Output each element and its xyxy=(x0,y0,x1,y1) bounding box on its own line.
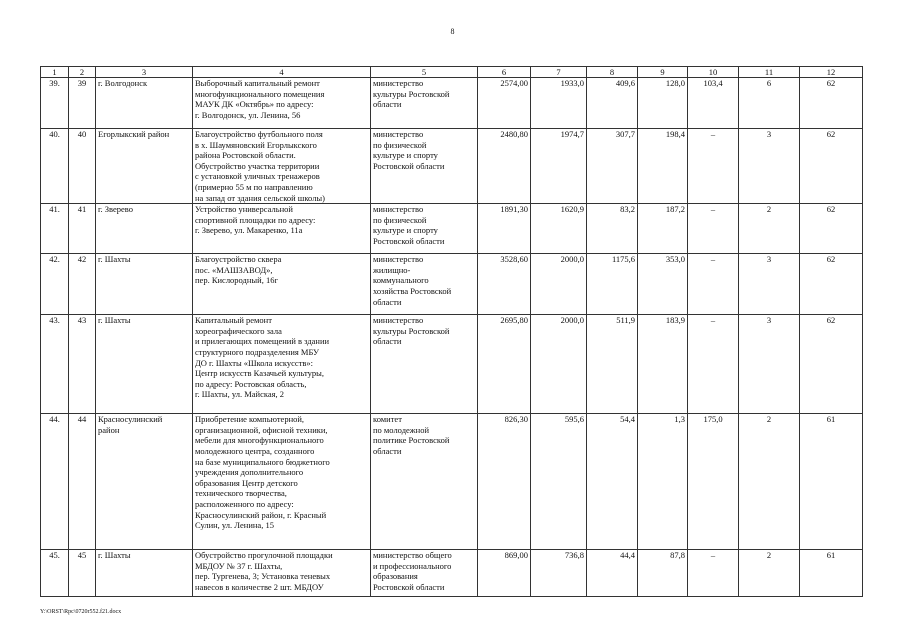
cell-col-5: министерство по физической культуре и спорту Ростовской области xyxy=(371,129,478,204)
cell-col-8: 409,6 xyxy=(587,78,638,129)
cell-col-4: Устройство универсальной спортивной площадки по адресу: г. Зверево, ул. Макаренко, 11а xyxy=(193,204,371,254)
cell-col-5: комитет по молодежной политике Ростовской области xyxy=(371,414,478,550)
cell-col-8: 44,4 xyxy=(587,550,638,597)
cell-col-5: министерство культуры Ростовской области xyxy=(371,315,478,414)
cell-col-4: Благоустройство сквера пос. «МАШЗАВОД», пер. Кислородный, 16г xyxy=(193,254,371,315)
cell-col-5: министерство общего и профессионального образования Ростовской области xyxy=(371,550,478,597)
cell-col-1: 40. xyxy=(41,129,69,204)
cell-col-9: 353,0 xyxy=(638,254,688,315)
header-row xyxy=(41,67,863,78)
cell-col-7: 595,6 xyxy=(531,414,587,550)
cell-col-1: 39. xyxy=(41,78,69,129)
cell-col-1: 44. xyxy=(41,414,69,550)
column-header-4: 4 xyxy=(193,67,371,78)
cell-col-2: 42 xyxy=(69,254,96,315)
table-row xyxy=(41,315,863,414)
table-row xyxy=(41,78,863,129)
cell-col-7: 1974,7 xyxy=(531,129,587,204)
cell-col-2: 41 xyxy=(69,204,96,254)
column-header-1: 1 xyxy=(41,67,69,78)
cell-col-5: министерство по физической культуре и спорту Ростовской области xyxy=(371,204,478,254)
cell-col-7: 2000,0 xyxy=(531,315,587,414)
cell-col-4: Приобретение компьютерной, организационной, офисной техники, мебели для многофункционального молодежного центра, созданного на базе муниципального бюджетного учреждения дополнительного образования Центр детского технического творчества, расположенного по адресу: Красносулинский район, г. Красный Сулин, ул. Ленина, 15 xyxy=(193,414,371,550)
column-header-12: 12 xyxy=(800,67,863,78)
cell-col-12: 62 xyxy=(800,315,863,414)
page-number: 8 xyxy=(450,27,455,36)
cell-col-8: 511,9 xyxy=(587,315,638,414)
cell-col-12: 62 xyxy=(800,254,863,315)
cell-col-5: министерство культуры Ростовской области xyxy=(371,78,478,129)
cell-col-4: Благоустройство футбольного поля в х. Шаумяновский Егорлыкского района Ростовской области. Обустройство участка территории с установкой уличных тренажеров (примерно 55 м по направлению на запад от здания сельской школы) xyxy=(193,129,371,204)
table-row xyxy=(41,550,863,597)
cell-col-10: – xyxy=(688,550,739,597)
cell-col-9: 187,2 xyxy=(638,204,688,254)
cell-col-12: 62 xyxy=(800,78,863,129)
cell-col-6: 869,00 xyxy=(478,550,531,597)
cell-col-3: г. Зверево xyxy=(96,204,193,254)
cell-col-10: – xyxy=(688,129,739,204)
cell-col-11: 3 xyxy=(739,129,800,204)
cell-col-3: г. Шахты xyxy=(96,550,193,597)
cell-col-8: 307,7 xyxy=(587,129,638,204)
cell-col-7: 736,8 xyxy=(531,550,587,597)
data-table xyxy=(40,66,863,597)
cell-col-12: 62 xyxy=(800,204,863,254)
table-row xyxy=(41,254,863,315)
cell-col-10: – xyxy=(688,204,739,254)
cell-col-10: 175,0 xyxy=(688,414,739,550)
cell-col-11: 3 xyxy=(739,315,800,414)
cell-col-2: 43 xyxy=(69,315,96,414)
cell-col-2: 45 xyxy=(69,550,96,597)
cell-col-3: г. Шахты xyxy=(96,254,193,315)
cell-col-6: 2574,00 xyxy=(478,78,531,129)
cell-col-12: 61 xyxy=(800,414,863,550)
cell-col-6: 1891,30 xyxy=(478,204,531,254)
cell-col-3: Красносулинский район xyxy=(96,414,193,550)
cell-col-12: 61 xyxy=(800,550,863,597)
cell-col-4: Капитальный ремонт хореографического зала и прилегающих помещений в здании структурного подразделения МБУ ДО г. Шахты «Школа искусств»: Центр искусств Казачьей культуры, по адресу: Ростовская область, г. Шахты, ул. Майская, 2 xyxy=(193,315,371,414)
cell-col-11: 6 xyxy=(739,78,800,129)
column-header-2: 2 xyxy=(69,67,96,78)
cell-col-1: 43. xyxy=(41,315,69,414)
cell-col-6: 3528,60 xyxy=(478,254,531,315)
cell-col-8: 83,2 xyxy=(587,204,638,254)
cell-col-7: 2000,0 xyxy=(531,254,587,315)
cell-col-2: 44 xyxy=(69,414,96,550)
cell-col-6: 2695,80 xyxy=(478,315,531,414)
column-header-8: 8 xyxy=(587,67,638,78)
cell-col-11: 2 xyxy=(739,204,800,254)
column-header-3: 3 xyxy=(96,67,193,78)
cell-col-4: Выборочный капитальный ремонт многофункционального помещения МАУК ДК «Октябрь» по адресу: г. Волгодонск, ул. Ленина, 56 xyxy=(193,78,371,129)
cell-col-9: 1,3 xyxy=(638,414,688,550)
column-header-7: 7 xyxy=(531,67,587,78)
cell-col-6: 826,30 xyxy=(478,414,531,550)
cell-col-10: – xyxy=(688,315,739,414)
cell-col-12: 62 xyxy=(800,129,863,204)
cell-col-4: Обустройство прогулочной площадки МБДОУ № 37 г. Шахты, пер. Тургенева, 3; Установка теневых навесов в количестве 2 шт. МБДОУ xyxy=(193,550,371,597)
cell-col-11: 3 xyxy=(739,254,800,315)
table-row xyxy=(41,129,863,204)
cell-col-8: 1175,6 xyxy=(587,254,638,315)
cell-col-9: 183,9 xyxy=(638,315,688,414)
cell-col-3: Егорлыкский район xyxy=(96,129,193,204)
cell-col-11: 2 xyxy=(739,550,800,597)
cell-col-1: 42. xyxy=(41,254,69,315)
cell-col-2: 40 xyxy=(69,129,96,204)
cell-col-9: 87,8 xyxy=(638,550,688,597)
cell-col-5: министерство жилищно- коммунального хозяйства Ростовской области xyxy=(371,254,478,315)
cell-col-10: 103,4 xyxy=(688,78,739,129)
table-row xyxy=(41,414,863,550)
cell-col-7: 1933,0 xyxy=(531,78,587,129)
cell-col-10: – xyxy=(688,254,739,315)
column-header-11: 11 xyxy=(739,67,800,78)
column-header-6: 6 xyxy=(478,67,531,78)
cell-col-3: г. Шахты xyxy=(96,315,193,414)
cell-col-9: 198,4 xyxy=(638,129,688,204)
column-header-9: 9 xyxy=(638,67,688,78)
column-header-5: 5 xyxy=(371,67,478,78)
column-header-10: 10 xyxy=(688,67,739,78)
cell-col-7: 1620,9 xyxy=(531,204,587,254)
file-path-footer: Y:\ORST\Rpc\0720r552.f21.docx xyxy=(40,609,122,615)
cell-col-8: 54,4 xyxy=(587,414,638,550)
cell-col-1: 41. xyxy=(41,204,69,254)
cell-col-1: 45. xyxy=(41,550,69,597)
cell-col-2: 39 xyxy=(69,78,96,129)
table-row xyxy=(41,204,863,254)
cell-col-6: 2480,80 xyxy=(478,129,531,204)
cell-col-11: 2 xyxy=(739,414,800,550)
cell-col-9: 128,0 xyxy=(638,78,688,129)
cell-col-3: г. Волгодонск xyxy=(96,78,193,129)
